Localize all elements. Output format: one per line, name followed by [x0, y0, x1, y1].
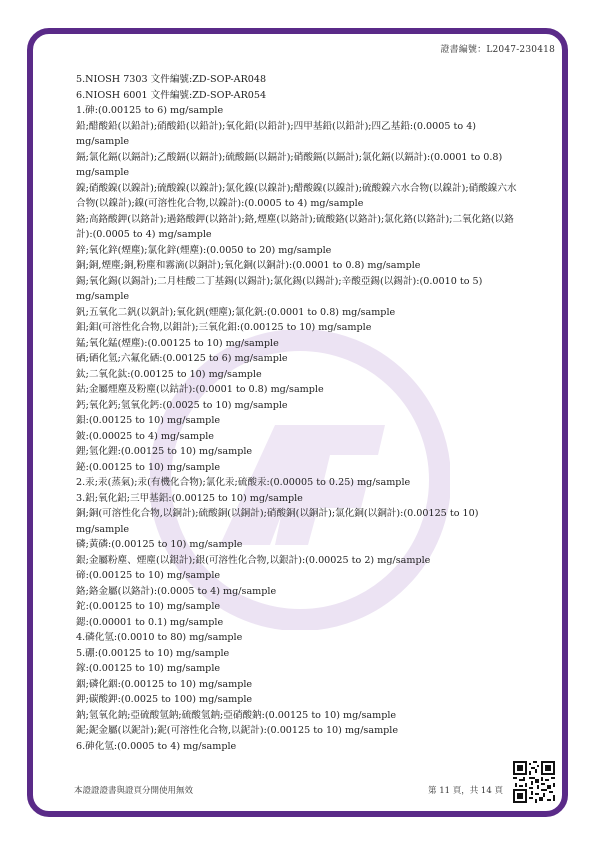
item-line: 鈷;金屬煙塵及粉塵(以鈷計):(0.0001 to 0.8) mg/sample — [76, 384, 324, 395]
item-line: 5.硼:(0.00125 to 10) mg/sample — [76, 647, 230, 659]
page-number: 第 11 頁，共 14 頁 — [428, 786, 503, 796]
footer-notice: 本證證證書與證頁分開使用無效 — [74, 786, 194, 796]
item-line: 鉻;高鉻酸鉀(以鉻計);過鉻酸鉀(以鉻計);鉻,煙塵(以鉻計);硫酸鉻(以鉻計);氯化鉻(以鉻計);二氧化鉻(以鉻計):(0.0005 to 4) mg/sample — [76, 213, 514, 240]
method-line: 6.NIOSH 6001 文件編號:ZD-SOP-AR054 — [76, 89, 267, 101]
item-line: 1.砷:(0.00125 to 6) mg/sample — [76, 105, 224, 116]
item-line: 鈣;氧化鈣;氫氧化鈣:(0.0025 to 10) mg/sample — [76, 399, 288, 411]
item-line: 鉍:(0.00125 to 10) mg/sample — [76, 461, 221, 473]
item-line: 2.汞;汞(蒸氣);汞(有機化合物);氯化汞;硫酸汞:(0.00005 to 0.25) mg/sample — [76, 477, 411, 488]
item-line: 銀;金屬粉塵、煙塵(以銀計);銀(可溶性化合物,以銀計):(0.00025 to 2) mg/sample — [76, 554, 431, 566]
item-line: 釩;五氧化二釩(以釩計);氧化釩(煙塵);氯化釩:(0.0001 to 0.8) mg/sample — [76, 306, 396, 318]
item-line: 銦;磷化銦:(0.00125 to 10) mg/sample — [76, 678, 253, 690]
item-line: 鋇:(0.00125 to 10) mg/sample — [76, 415, 221, 426]
item-line: 4.磷化氫:(0.0010 to 80) mg/sample — [76, 632, 243, 643]
item-line: 鉈:(0.00125 to 10) mg/sample — [76, 601, 221, 612]
item-line: 鈦;二氧化鈦:(0.00125 to 10) mg/sample — [76, 368, 262, 380]
item-line: 鈹:(0.00025 to 4) mg/sample — [76, 430, 214, 442]
report-number: 證書編號：L2047-230418 — [440, 45, 555, 55]
item-line: 鈮;鈮金屬(以鈮計);鈮(可溶性化合物,以鈮計):(0.00125 to 10) mg/sample — [76, 725, 399, 736]
item-line: 錫;氧化錫(以錫計);二月桂酸二丁基錫(以錫計);氯化錫(以錫計);辛酸亞錫(以錫計):(0.0010 to 5) mg/sample — [76, 275, 483, 302]
item-line: 鉻;鉻金屬(以鉻計):(0.0005 to 4) mg/sample — [76, 585, 277, 597]
item-line: 錳;氧化錳(煙塵):(0.00125 to 10) mg/sample — [76, 337, 279, 349]
item-line: 鍶:(0.00001 to 0.1) mg/sample — [76, 616, 224, 628]
item-line: 鈉;氫氧化鈉;亞硫酸氫鈉;硫酸氫鈉;亞硝酸鈉:(0.00125 to 10) mg/sample — [76, 709, 397, 721]
item-line: 鋅;氧化鋅(煙塵);氯化鋅(煙塵):(0.0050 to 20) mg/sample — [76, 244, 332, 256]
item-line: 碲:(0.00125 to 10) mg/sample — [76, 570, 221, 581]
item-line: 鎳;硝酸鎳(以鎳計);硫酸鎳(以鎳計);氯化鎳(以鎳計);醋酸鎳(以鎳計);硫酸鎳六水合物(以鎳計);硝酸鎳六水合物(以鎳計);鎳(可溶性化合物,以鎳計):(0.0005 to 4) mg/sample — [76, 182, 517, 209]
item-line: 鎵:(0.00125 to 10) mg/sample — [76, 663, 221, 674]
item-line: 銅;銅(可溶性化合物,以銅計);硫酸銅(以銅計);硝酸銅(以銅計);氯化銅(以銅計):(0.00125 to 10) mg/sample — [76, 508, 479, 535]
item-line: 6.砷化氫:(0.0005 to 4) mg/sample — [76, 740, 237, 752]
item-line: 鉛;醋酸鉛(以鉛計);硝酸鉛(以鉛計);氧化鉛(以鉛計);四甲基鉛(以鉛計);四乙基鉛:(0.0005 to 4) mg/sample — [76, 120, 477, 147]
test-method-list — [76, 72, 526, 754]
item-line: 鉬;鉬(可溶性化合物,以鉬計);三氧化鉬:(0.00125 to 10) mg/sample — [76, 322, 372, 333]
item-line: 鋰;氫化鋰:(0.00125 to 10) mg/sample — [76, 446, 253, 457]
item-line: 硒;硒化氫;六氟化硒:(0.00125 to 6) mg/sample — [76, 353, 288, 364]
item-line: 磷;黃磷:(0.00125 to 10) mg/sample — [76, 539, 243, 550]
item-line: 鎘;氯化鎘(以鎘計);乙酸鎘(以鎘計);硫酸鎘(以鎘計);硝酸鎘(以鎘計);氯化鎘(以鎘計):(0.0001 to 0.8) mg/sample — [76, 151, 503, 178]
qr-code-icon — [513, 761, 555, 803]
method-line: 5.NIOSH 7303 文件編號:ZD-SOP-AR048 — [76, 74, 267, 85]
item-line: 3.鋁;氧化鋁;三甲基鋁:(0.00125 to 10) mg/sample — [76, 492, 303, 504]
item-line: 鉀;碳酸鉀:(0.0025 to 100) mg/sample — [76, 694, 253, 705]
item-line: 銅;銅,煙塵;銅,粉塵和霧滴(以銅計);氧化銅(以銅計):(0.0001 to 0.8) mg/sample — [76, 260, 421, 271]
